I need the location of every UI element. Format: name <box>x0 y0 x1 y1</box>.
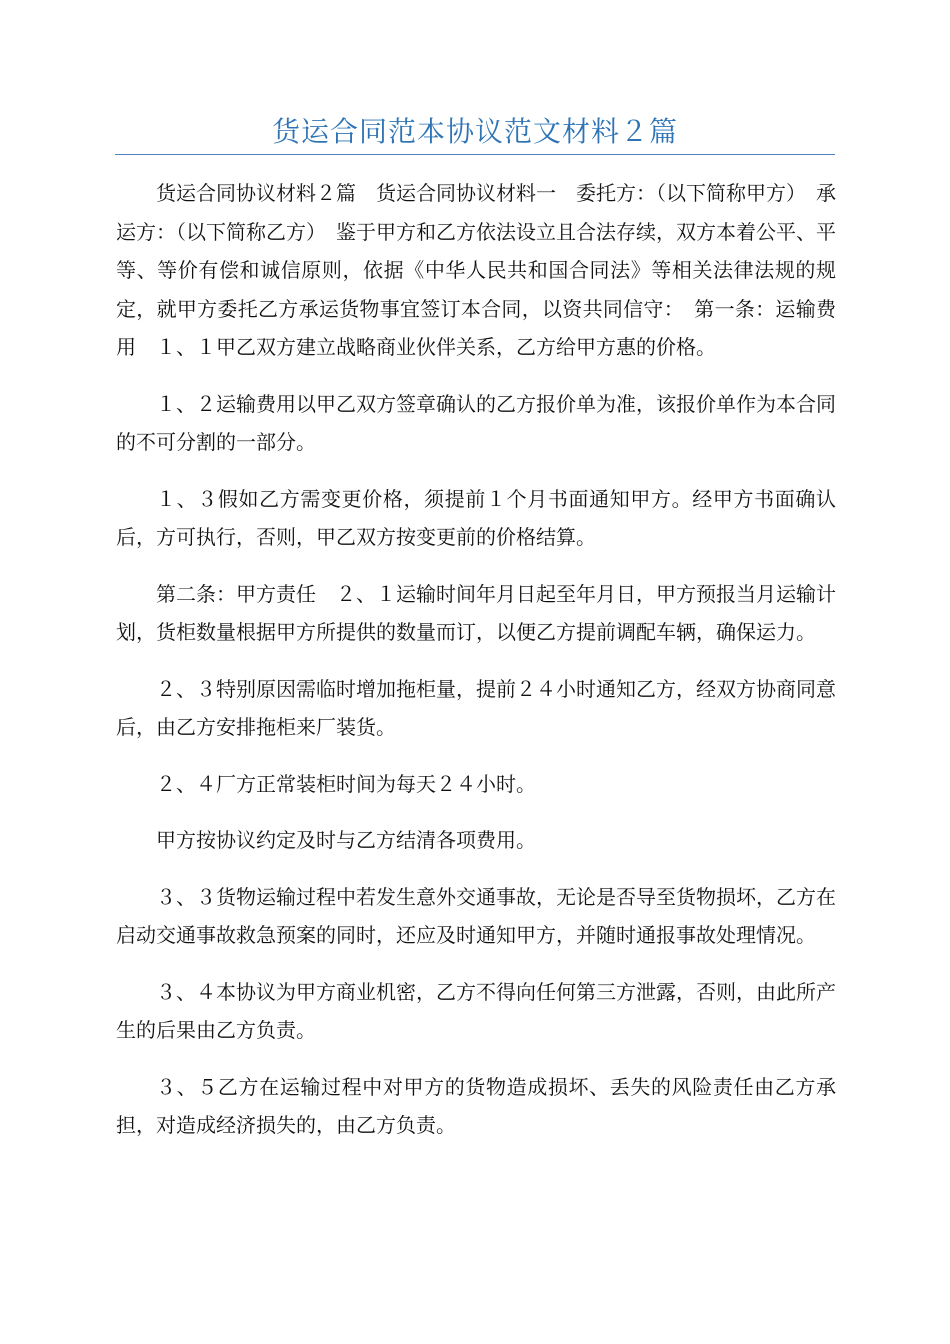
document-body <box>116 174 836 1163</box>
paragraph-2: １、２运输费用以甲乙双方签章确认的乙方报价单为准，该报价单作为本合同的不可分割的一部分。 <box>116 391 836 454</box>
paragraph-5: ２、３特别原因需临时增加拖柜量，提前２４小时通知乙方，经双方协商同意后，由乙方安排拖柜来厂装货。 <box>116 676 836 739</box>
title-underline <box>115 154 835 155</box>
paragraph-4: 第二条：甲方责任 ２、１运输时间年月日起至年月日，甲方预报当月运输计划，货柜数量根据甲方所提供的数量而订，以便乙方提前调配车辆，确保运力。 <box>116 581 836 644</box>
document-title: 货运合同范本协议范文材料２篇 <box>271 115 678 148</box>
paragraph-9: ３、４本协议为甲方商业机密，乙方不得向任何第三方泄露，否则，由此所产生的后果由乙方负责。 <box>116 979 836 1042</box>
paragraph-3: １、３假如乙方需变更价格，须提前１个月书面通知甲方。经甲方书面确认后，方可执行，否则，甲乙双方按变更前的价格结算。 <box>116 486 836 549</box>
paragraph-10: ３、５乙方在运输过程中对甲方的货物造成损坏、丢失的风险责任由乙方承担，对造成经济损失的，由乙方负责。 <box>116 1074 836 1137</box>
paragraph-1: 货运合同协议材料２篇 货运合同协议材料一 委托方：（以下简称甲方） 承运方：（以下简称乙方） 鉴于甲方和乙方依法设立且合法存续，双方本着公平、平等、等价有偿和诚信原则，依据《中华人民共和国合同法》等相关法律法规的规定，就甲方委托乙方承运货物事宜签订本合同，以资共同信守： 第一条：运输费用 １、１甲乙双方建立战略商业伙伴关系，乙方给甲方惠的价格。 <box>116 181 836 359</box>
paragraph-7: 甲方按协议约定及时与乙方结清各项费用。 <box>156 828 536 852</box>
paragraph-8: ３、３货物运输过程中若发生意外交通事故，无论是否导至货物损坏，乙方在启动交通事故救急预案的同时，还应及时通知甲方，并随时通报事故处理情况。 <box>116 884 836 947</box>
paragraph-6: ２、４厂方正常装柜时间为每天２４小时。 <box>156 771 536 796</box>
